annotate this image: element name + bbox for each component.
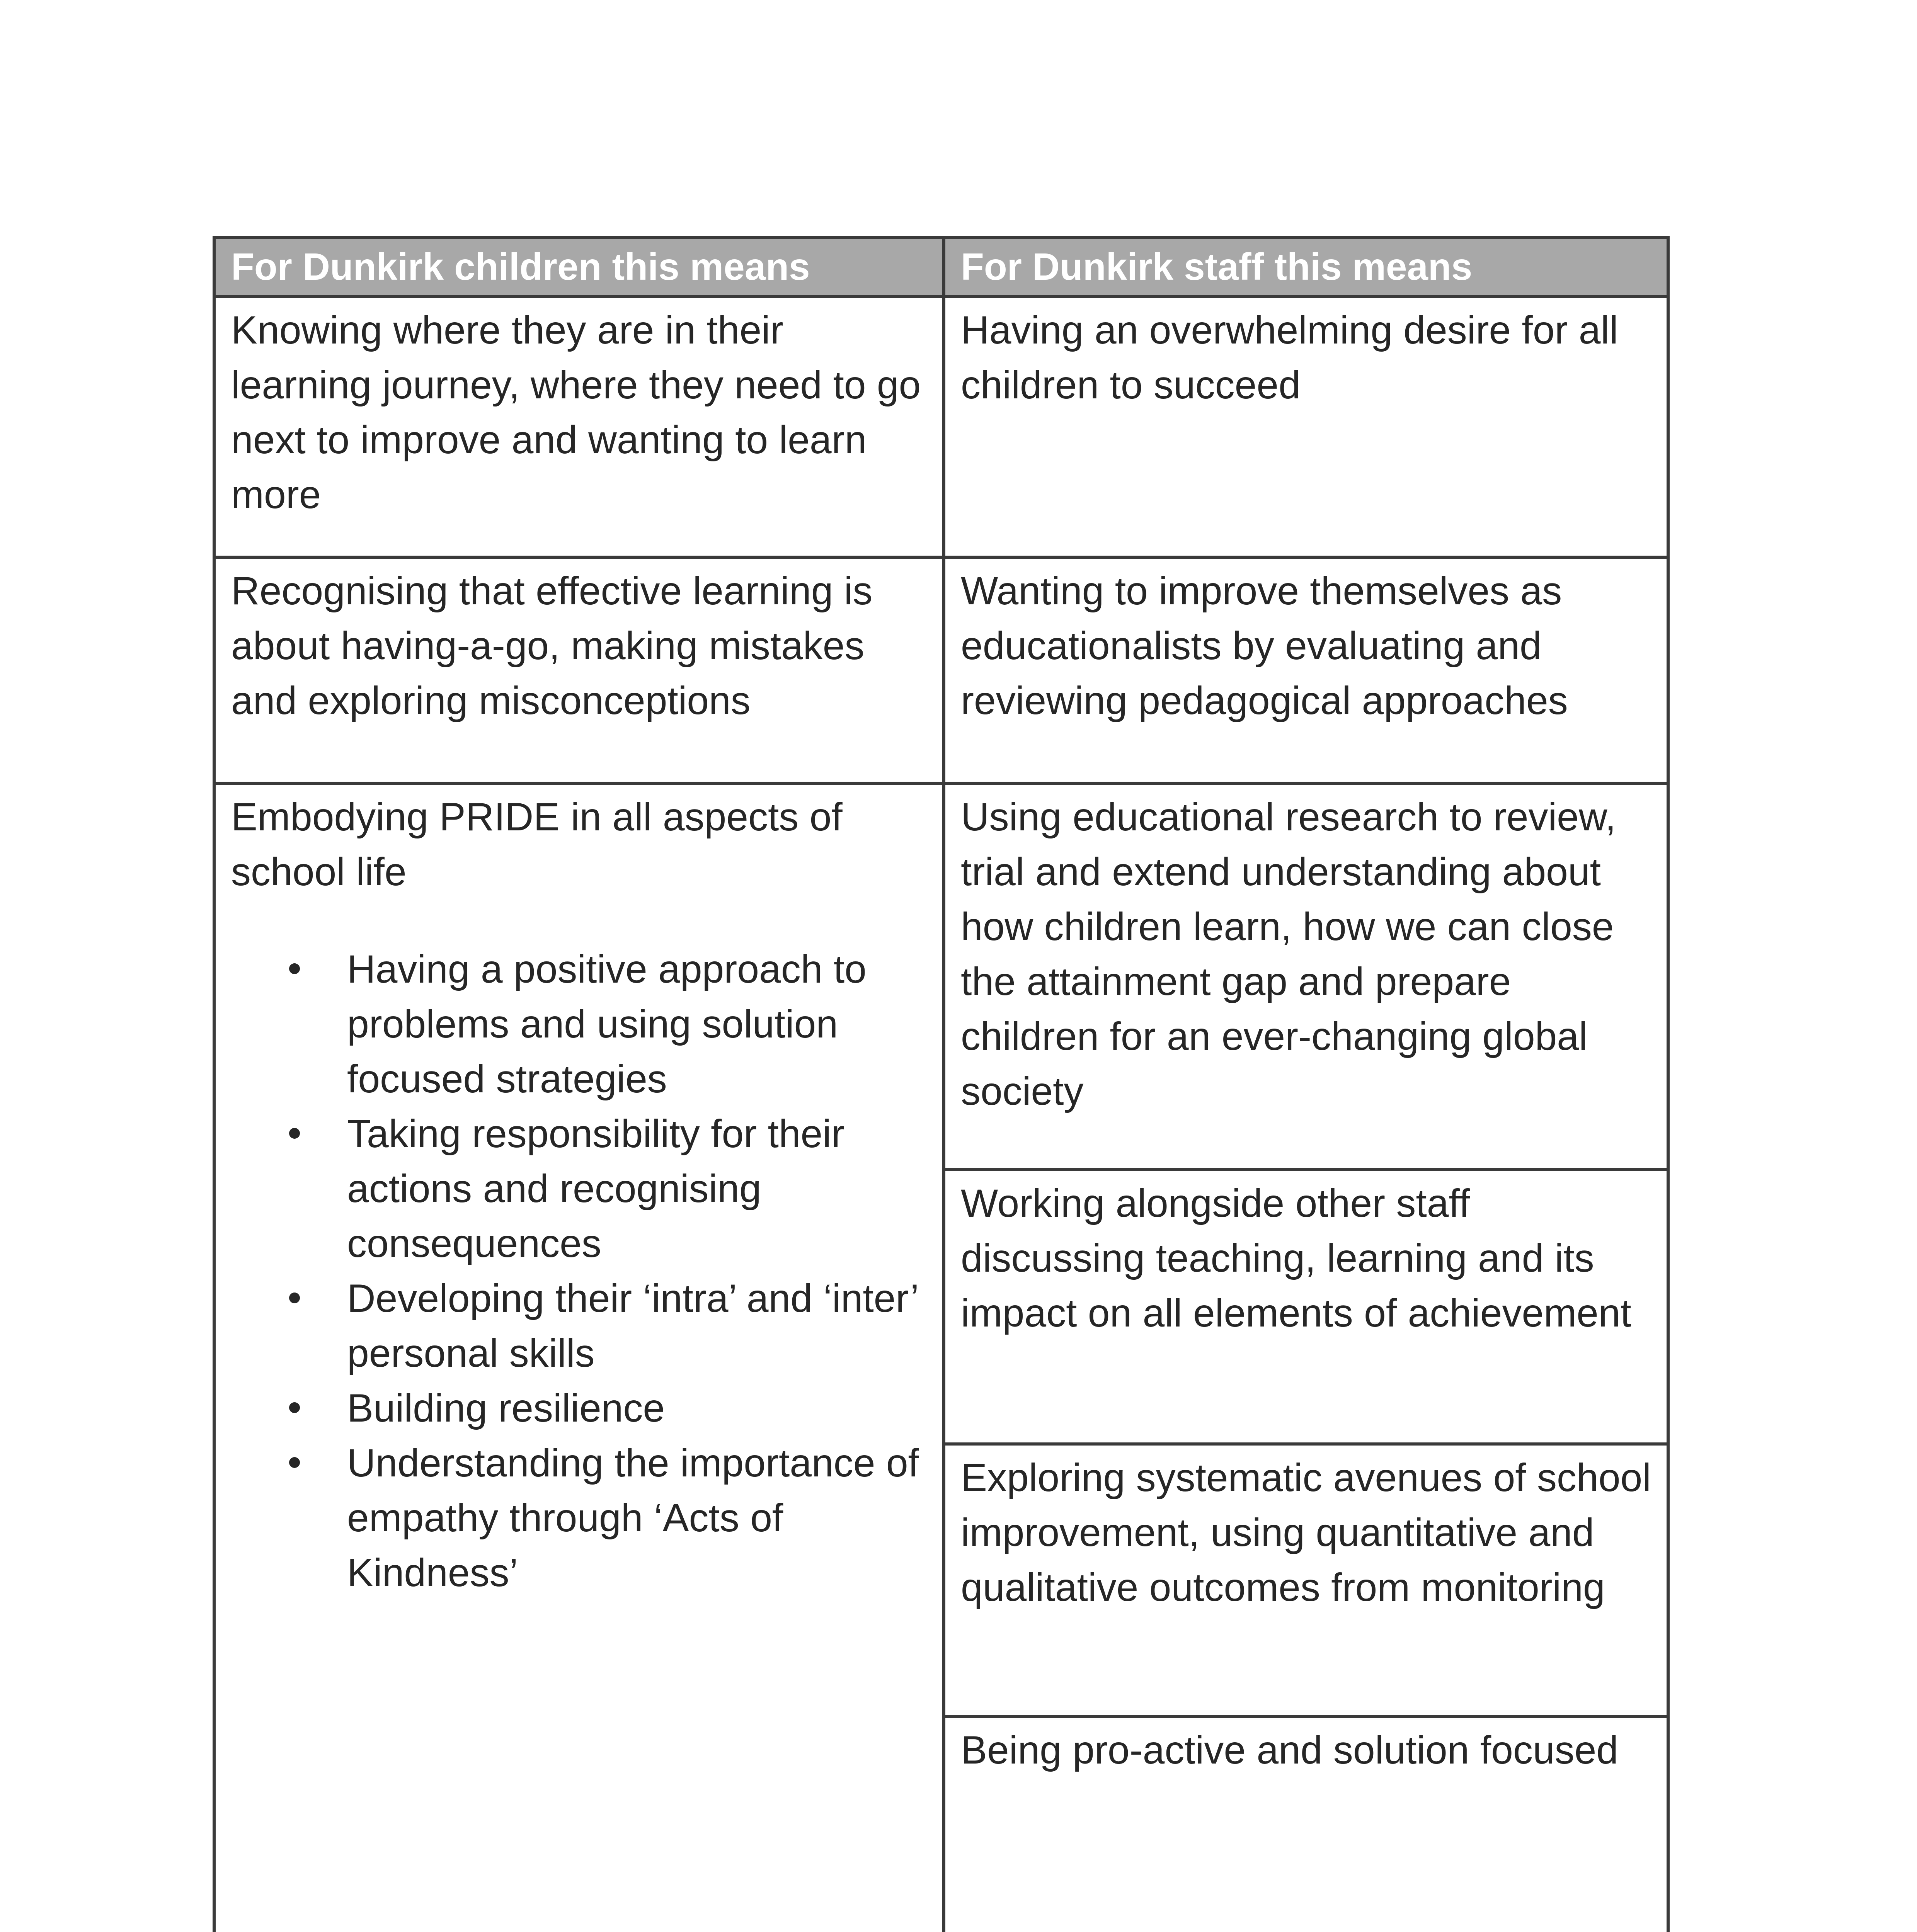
cell-text: Exploring systematic avenues of school improvement, using quantitative and qualitative outcomes from monitoring bbox=[961, 1456, 1651, 1609]
header-staff: For Dunkirk staff this means bbox=[945, 239, 1667, 295]
list-item bbox=[231, 1435, 927, 1600]
cell-text: Working alongside other staff discussing teaching, learning and its impact on all elements of achievement bbox=[961, 1181, 1631, 1335]
children-cell bbox=[216, 785, 942, 1600]
children-cell bbox=[216, 559, 942, 728]
staff-cell bbox=[945, 785, 1667, 1119]
bullet-icon bbox=[289, 1402, 300, 1413]
list-item-text: Taking responsibility for their actions and recognising consequences bbox=[347, 1112, 844, 1265]
cell-text: Being pro-active and solution focused bbox=[961, 1728, 1619, 1772]
values-table bbox=[213, 236, 1670, 1932]
cell-text: Embodying PRIDE in all aspects of school life bbox=[231, 795, 843, 894]
cell-text: Recognising that effective learning is about having-a-go, making mistakes and exploring misconceptions bbox=[231, 569, 873, 723]
staff-cell bbox=[945, 559, 1667, 728]
cell-text: Having an overwhelming desire for all children to succeed bbox=[961, 308, 1618, 407]
list-item-text: Having a positive approach to problems and using solution focused strategies bbox=[347, 947, 867, 1101]
list-item bbox=[231, 1381, 927, 1435]
header-children: For Dunkirk children this means bbox=[216, 239, 942, 295]
cell-text: Wanting to improve themselves as educationalists by evaluating and reviewing pedagogical approaches bbox=[961, 569, 1568, 723]
list-item-text: Understanding the importance of empathy through ‘Acts of Kindness’ bbox=[347, 1441, 919, 1595]
cell-text: Knowing where they are in their learning journey, where they need to go next to improve and wanting to learn more bbox=[231, 308, 921, 517]
row-divider bbox=[945, 1442, 1667, 1446]
bullet-icon bbox=[289, 1457, 300, 1468]
list-item-text: Building resilience bbox=[347, 1386, 665, 1430]
row-divider bbox=[216, 556, 1667, 559]
header-divider bbox=[216, 295, 1667, 298]
list-item bbox=[231, 1106, 927, 1271]
row-divider bbox=[945, 1168, 1667, 1171]
bullet-icon bbox=[289, 1128, 300, 1139]
bullet-icon bbox=[289, 963, 300, 974]
bullet-icon bbox=[289, 1293, 300, 1303]
row-divider bbox=[945, 1715, 1667, 1718]
staff-cell bbox=[945, 298, 1667, 412]
list-item bbox=[231, 942, 927, 1106]
bullet-list bbox=[231, 942, 927, 1600]
staff-cell bbox=[945, 1171, 1667, 1340]
cell-text: Using educational research to review, trial and extend understanding about how children learn, how we can close the attainment gap and prepare children for an ever-changing global society bbox=[961, 795, 1616, 1113]
row-divider bbox=[216, 782, 1667, 785]
staff-cell bbox=[945, 1446, 1667, 1615]
list-item bbox=[231, 1271, 927, 1381]
column-divider bbox=[942, 239, 945, 1932]
list-item-text: Developing their ‘intra’ and ‘inter’ personal skills bbox=[347, 1276, 918, 1375]
children-cell bbox=[216, 298, 942, 522]
staff-cell bbox=[945, 1718, 1667, 1777]
